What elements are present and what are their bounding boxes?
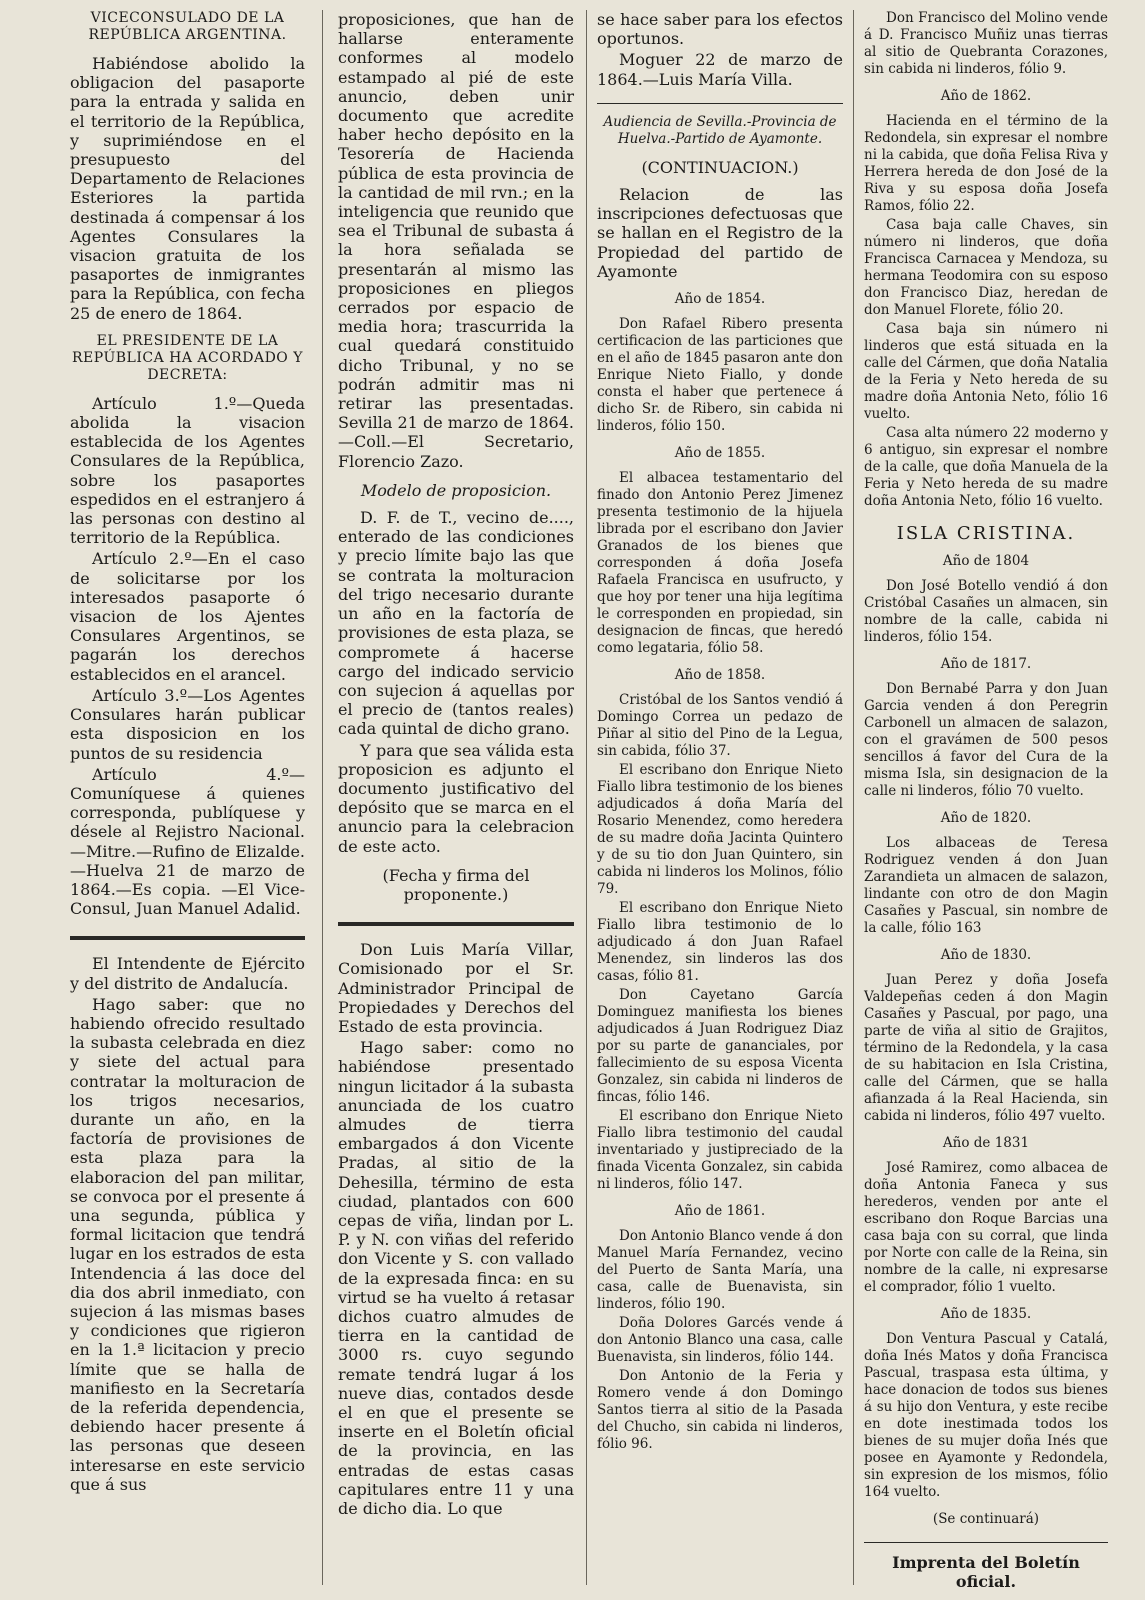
- villar-notice: Hago saber: como no habiéndose presentado ningun licitador á la subasta anunciada de los cuatro almudes de tierra embargados á don Vicente Pradas, al sitio de la Dehesilla, término de esta ciudad, plantados con 600 cepas de viña, lindan por L. P. y N. con viñas del referido don Vicente y S. con vallado de la expresada finca: en su virtud se ha vuelto á retasar dichos cuatro almudes de tierra en la cantidad de 3000 rs. cuyo segundo remate tendrá lugar á los nueve dias, contados desde el en que el presente se inserte en el Boletín oficial de la provincia, en las entradas de estas casas capitulares entre 11 y una de dicho dia. Lo que: [338, 1038, 574, 1519]
- entry: Casa baja sin número ni linderos que está situada en la calle del Cármen, que doña Natalia de la Feria y Neto hereda de su madre doña Antonia Neto, fólio 16 vuelto.: [864, 321, 1108, 422]
- year-heading: Año de 1861.: [674, 1203, 766, 1220]
- article-2: Artículo 2.º—En el caso de solicitarse por los interesados pasaporte ó visacion de los Ajentes Consulares Argentinos, se pagarán los derechos establecidos en el arancel.: [70, 549, 305, 684]
- section-divider: [864, 1542, 1108, 1543]
- article-1: Artículo 1.º—Queda abolida la visacion establecida de los Agentes Consulares de la República, sobre los pasaportes espedidos en el estranjero á las personas con destino al territorio de la República.: [70, 393, 305, 548]
- year-heading: Año de 1862.: [940, 88, 1032, 104]
- entry: Don Rafael Ribero presenta certificacion de las particiones que en el año de 1845 pasaron ante don Enrique Nieto Fiallo, y donde consta el haber que pertenece á dicho Sr. de Ribero, sin cabida ni linderos, fólio 150.: [597, 316, 843, 435]
- entry: Cristóbal de los Santos vendió á Domingo Correa un pedazo de Piñar al sitio del Pino de la Legua, sin cabida, fólio 37.: [597, 692, 843, 760]
- modelo-text: D. F. de T., vecino de...., enterado de las condiciones y precio límite bajo las que se contrata la molturacion del trigo necesario durante un año en la factoría de provisiones de esta plaza, se compromete á hacerse cargo del indicado servicio con sujecion á aquellas por el precio de (tantos reales) cada quintal de dicho grano.: [338, 508, 574, 739]
- column-4: [864, 10, 1108, 1594]
- column-1: [70, 10, 305, 1496]
- entry: El escribano don Enrique Nieto Fiallo libra testimonio de los bienes adjudicados á doña María del Rosario Menendez, como heredera de su madre doña Jacinta Quintero y de su tio don Juan Quintero, sin cabida ni linderos los Molinos, fólio 79.: [597, 762, 843, 898]
- decree-title: EL PRESIDENTE DE LA REPÚBLICA HA ACORDADO Y DECRETA:: [72, 332, 303, 383]
- relacion-heading: Relacion de las inscripciones defectuosas que se hallan en el Registro de la Propiedad del partido de Ayamonte: [597, 185, 843, 281]
- continuacion: (CONTINUACION.): [641, 157, 799, 177]
- entry: Doña Dolores Garcés vende á don Antonio Blanco una casa, calle Buenavista, sin linderos, fólio 144.: [597, 1315, 843, 1366]
- entry: José Ramirez, como albacea de doña Antonia Faneca y sus herederos, venden por ante el escribano don Roque Barcias una casa baja con su corral, que linda por Norte con calle de la Reina, sin nombre de la calle, ni expresarse el comprador, fólio 1 vuelto.: [864, 1160, 1108, 1296]
- column-rule: [586, 10, 587, 1585]
- villar-heading: Don Luis María Villar, Comisionado por el Sr. Administrador Principal de Propiedades y Derechos del Estado de esta provincia.: [338, 940, 574, 1036]
- entry: El escribano don Enrique Nieto Fiallo libra testimonio del caudal inventariado y justipreciado de la finada Vicenta Gonzalez, sin cabida ni linderos, fólio 147.: [597, 1108, 843, 1193]
- audiencia-heading: Audiencia de Sevilla.-Provincia de Huelva.-Partido de Ayamonte.: [603, 113, 837, 147]
- section-divider: [338, 922, 574, 926]
- signature: Moguer 22 de marzo de 1864.—Luis María Villa.: [597, 50, 843, 89]
- entry: Los albaceas de Teresa Rodriguez venden á don Juan Zarandieta un almacen de salazon, lindante con otro de don Magin Casañes y Pascual, sin nombre de la calle, fólio 163: [864, 835, 1108, 937]
- year-heading: Año de 1855.: [674, 445, 766, 462]
- year-heading: Año de 1854.: [674, 291, 766, 308]
- year-heading: Año de 1820.: [940, 810, 1032, 827]
- entry: Don Ventura Pascual y Catalá, doña Inés Matos y doña Francisca Pascual, traspasa esta última, y hace donacion de todos sus bienes á su hijo don Ventura, y este recibe en dote inestimada todos los bienes de su mujer doña Inés que posee en Ayamonte y Redondela, sin expresion de los mismos, fólio 164 vuelto.: [864, 1331, 1108, 1501]
- column-rule: [322, 10, 323, 1585]
- viceconsulado-title: VICECONSULADO DE LA REPÚBLICA ARGENTINA.: [88, 10, 287, 43]
- intendente-heading: El Intendente de Ejército y del distrito de Andalucía.: [70, 954, 305, 993]
- entry: Don Francisco del Molino vende á D. Francisco Muñiz unas tierras al sitio de Quebranta Corazones, sin cabida ni linderos, fólio 9.: [864, 10, 1108, 77]
- year-heading: Año de 1831: [942, 1135, 1030, 1152]
- year-heading: Año de 1858.: [674, 667, 766, 684]
- year-heading: Año de 1817.: [940, 656, 1032, 673]
- year-heading: Año de 1830.: [940, 947, 1032, 964]
- entry: Don José Botello vendió á don Cristóbal Casañes un almacen, sin nombre de la calle, cabida ni linderos, fólio 154.: [864, 578, 1108, 646]
- entry: El escribano don Enrique Nieto Fiallo libra testimonio de lo adjudicado á don Juan Rafael Menendez, sin linderos las dos casas, fólio 81.: [597, 900, 843, 985]
- column-rule: [853, 10, 854, 1585]
- entry: Don Bernabé Parra y don Juan Garcia venden á don Peregrin Carbonell un almacen de salazon, con el gravámen de 500 pesos sencillos á favor del Cura de la misma Isla, sin designacion de la calle ni linderos, fólio 70 vuelto.: [864, 681, 1108, 800]
- paragraph: se hace saber para los efectos oportunos.: [597, 10, 843, 49]
- modelo-title: Modelo de proposicion.: [360, 480, 552, 500]
- entry: Don Cayetano García Dominguez manifiesta los bienes adjudicados á Juan Rodriguez Diaz por su parte de gananciales, por fallecimiento de su esposa Vicenta Gonzalez, sin cabida ni linderos de fincas, fólio 146.: [597, 987, 843, 1106]
- entry: Don Antonio de la Feria y Romero vende á don Domingo Santos tierra al sitio de la Pasada del Chucho, sin cabida ni linderos, fólio 96.: [597, 1368, 843, 1453]
- column-2: [338, 10, 574, 1520]
- continuara: (Se continuará): [932, 1511, 1040, 1528]
- intendente-notice: Hago saber: que no habiendo ofrecido resultado la subasta celebrada en diez y siete del actual para contratar la molturacion de los trigos necesarios, durante un año, en la factoría de provisiones de esta plaza para la elaboracion del pan militar, se convoca por el presente á una segunda, pública y formal licitacion que tendrá lugar en los estrados de esta Intendencia á las doce del dia dos abril inmediato, con sujecion á las mismas bases y condiciones que rigieron en la 1.ª licitacion y precio límite que se halla de manifiesto en la Secretaría de la referida dependencia, debiendo hacer presente á las personas que deseen interesarse en este servicio que á sus: [70, 994, 305, 1494]
- entry: Hacienda en el término de la Redondela, sin expresar el nombre ni la cabida, que doña Felisa Riva y Herrera hereda de don José de la Riva y su esposa doña Josefa Ramos, fólio 22.: [864, 113, 1108, 214]
- entry: Don Antonio Blanco vende á don Manuel María Fernandez, vecino del Puerto de Santa María, una casa, calle de Buenavista, sin linderos, fólio 190.: [597, 1228, 843, 1313]
- isla-cristina-title: ISLA CRISTINA.: [896, 523, 1076, 544]
- article-4: Artículo 4.º—Comuníquese á quienes corresponda, publíquese y désele al Rejistro Nacional. —Mitre.—Rufino de Elizalde.—Huelva 21 de marzo de 1864.—Es copia. —El Vice-Consul, Juan Manuel Adalid.: [70, 764, 305, 919]
- section-divider: [70, 936, 305, 940]
- paragraph: Habiéndose abolido la obligacion del pasaporte para la entrada y salida en el territorio de la República, y suprimiéndose en el presupuesto del Departamento de Relaciones Esteriores la partida destinada á compensar á los Agentes Consulares la visacion gratuita de los pasaportes de inmigrantes para la República, con fecha 25 de enero de 1864.: [70, 54, 305, 323]
- section-divider: [597, 103, 843, 104]
- entry: Casa alta número 22 moderno y 6 antiguo, sin expresar el nombre de la calle, que doña Manuela de la Feria y Neto hereda de su madre doña Antonia Neto, fólio 16 vuelto.: [864, 425, 1108, 509]
- entry: Juan Perez y doña Josefa Valdepeñas ceden á don Magin Casañes y Pascual, por pago, una parte de viña al sitio de Grajitos, término de la Redondela, y la casa de su habitacion en Isla Cristina, calle del Cármen, que se halla afianzada á la Real Hacienda, sin cabida ni linderos, fólio 497 vuelto.: [864, 972, 1108, 1125]
- year-heading: Año de 1835.: [940, 1306, 1032, 1323]
- imprenta-footer: Imprenta del Boletín oficial.: [892, 1553, 1080, 1592]
- paragraph: proposiciones, que han de hallarse enteramente conformes al modelo estampado al pié de este anuncio, deben unir documento que acredite haber hecho depósito en la Tesorería de Hacienda pública de esta provincia de la cantidad de mil rvn.; en la inteligencia que reunido que sea el Tribunal de subasta á la hora señalada se presentarán al mismo las proposiciones en pliegos cerrados por espacio de media hora; trascurrida la cual quedará constituido dicho Tribunal, y no se podrán admitir mas ni retirar las presentadas. Sevilla 21 de marzo de 1864.—Coll.—El Secretario, Florencio Zazo.: [338, 10, 574, 471]
- entry: Casa baja calle Chaves, sin número ni linderos, que doña Francisca Carnacea y Mendoza, su hermana Teodomira con su esposo don Francisco Diaz, heredan de don Manuel Florete, fólio 20.: [864, 217, 1108, 318]
- entry: El albacea testamentario del finado don Antonio Perez Jimenez presenta testimonio de la hijuela librada por el escribano don Javier Granados de los bienes que corresponden á doña Josefa Rafaela Francisca en usufructo, y que hoy por tener una hija legítima le corresponden en propiedad, sin designacion de fincas, que heredó como legataria, fólio 58.: [597, 470, 843, 657]
- modelo-text: Y para que sea válida esta proposicion es adjunto el documento justificativo del depósito que se marca en el anuncio para la celebracion de este acto.: [338, 740, 574, 856]
- column-3: [597, 10, 843, 1455]
- article-3: Artículo 3.º—Los Agentes Consulares harán publicar esta disposicion en los puntos de su residencia: [70, 685, 305, 763]
- year-heading: Año de 1804: [942, 553, 1030, 570]
- firma-line: (Fecha y firma del proponente.): [382, 865, 530, 904]
